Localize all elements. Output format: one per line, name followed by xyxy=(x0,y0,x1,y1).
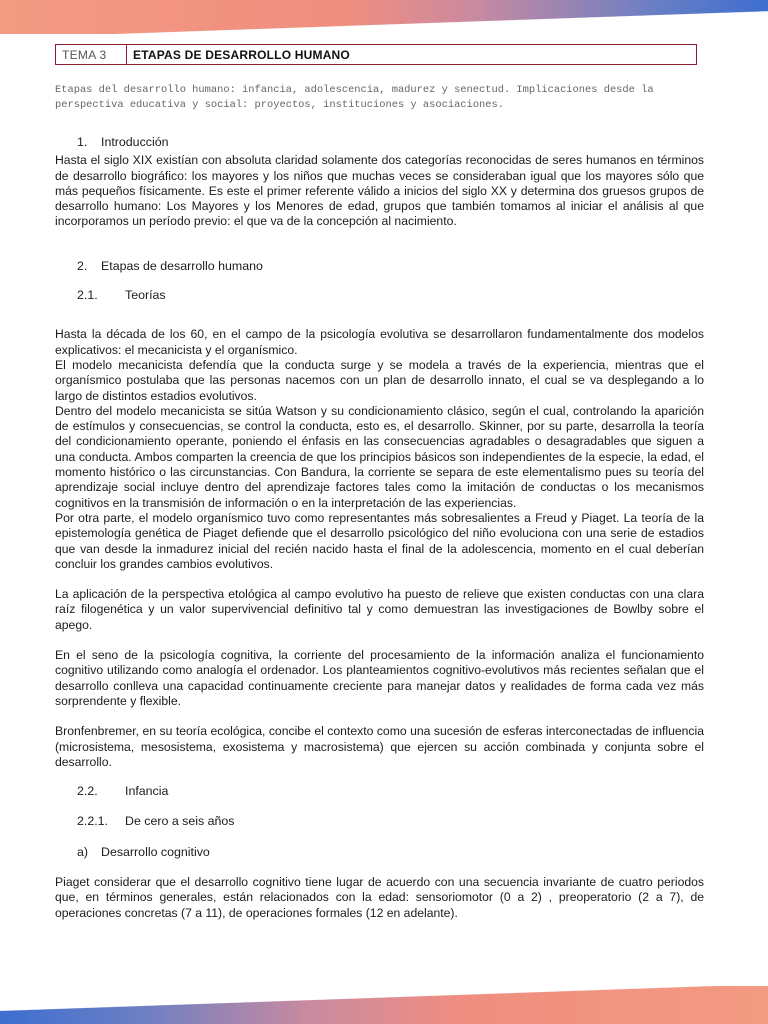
section-number: a) xyxy=(77,844,89,859)
topic-header xyxy=(55,44,697,65)
section-number: 1. xyxy=(77,135,88,149)
topic-number-label: TEMA 3 xyxy=(56,45,127,64)
section-title: Etapas de desarrollo humano xyxy=(101,258,263,273)
top-decorative-band xyxy=(0,0,768,34)
paragraph: Dentro del modelo mecanicista se sitúa Watson y su condicionamiento clásico, según el cual, controlando la aparición de estímulos y consecuencias, se control la conducta, esto es, el desarrollo. Skinner, por su parte, desarrolla la teoría del condicionamiento operante, poniendo el énfasis en las consecuencias agradables o desagradables que siguen a una conducta. Ambos comparten la creencia de que los principios básicos son independientes de la especie, la edad, el momento histórico o las circunstancias. Con Bandura, la corriente se separa de este elementalismo pues su teoría del aprendizaje social incluye dentro del aprendizaje factores tales como la imitación de conductas o los mecanismos cognitivos en la transmisión de información o en la interpretación de las experiencias. xyxy=(55,403,704,510)
paragraph: En el seno de la psicología cognitiva, la corriente del procesamiento de la información analiza el funcionamiento cognitivo utilizando como analogía el ordenador. Los planteamientos cognitivo-evolutivos más recientes señalan que el desarrollo conlleva una capacidad continuamente creciente para manejar datos y realidades de forma cada vez más sorprendente y flexible. xyxy=(55,648,704,708)
topic-subtitle: Etapas del desarrollo humano: infancia, adolescencia, madurez y senectud. Implicaciones desde la perspectiva educativa y social: proyectos, instituciones y asociaciones. xyxy=(55,84,654,111)
paragraph: Hasta el siglo XIX existían con absoluta claridad solamente dos categorías reconocidas de seres humanos en términos de desarrollo biográfico: los mayores y los niños que muchas veces se consideraban igual que los mayores sólo que más pequeños físicamente. Es este el primer referente válido a inicios del siglo XX y determina dos gruesos grupos de desarrollo humano: Los Mayores y los Menores de edad, grupos que también tomamos al iniciar el análisis al que incorporamos un período previo: el que va de la concepción al nacimiento. xyxy=(55,153,704,229)
section-title: Desarrollo cognitivo xyxy=(101,844,210,859)
paragraph: La aplicación de la perspectiva etológica al campo evolutivo ha puesto de relieve que existen conductas con una clara raíz filogenética y un valor supervivencial definitivo tal y como demuestran las investigaciones de Bowlby sobre el apego. xyxy=(55,587,704,632)
section-heading-2-2 xyxy=(55,784,704,799)
section-heading-2 xyxy=(55,259,704,274)
section-number: 2.1. xyxy=(77,288,98,303)
paragraph: Por otra parte, el modelo organísmico tuvo como representantes más sobresalientes a Freud y Piaget. La teoría de la epistemología genética de Piaget defiende que el desarrollo psicológico del niño evoluciona con una serie de estadios que van desde la inmadurez inicial del recién nacido hasta el final de la adolescencia, momento en el cual deberían concluir los grandes cambios evolutivos. xyxy=(55,510,704,571)
section-heading-2-2-1 xyxy=(55,814,704,829)
section-number: 2. xyxy=(77,258,88,273)
section-title: Teorías xyxy=(125,288,166,303)
section-title: Introducción xyxy=(101,135,169,149)
bottom-decorative-band xyxy=(0,986,768,1024)
document-body xyxy=(55,135,704,921)
section-number: 2.2.1. xyxy=(77,814,109,829)
paragraph: El modelo mecanicista defendía que la conducta surge y se modela a través de la experiencia, mientras que el organísmico postulaba que las personas nacemos con un plan de desarrollo innato, el cual se va desplegando a lo largo de distintos estadios evolutivos. xyxy=(55,357,704,403)
paragraph: Hasta la década de los 60, en el campo de la psicología evolutiva se desarrollaron fundamentalmente dos modelos explicativos: el mecanicista y el organísmico. xyxy=(55,327,704,357)
section-heading-2-1 xyxy=(55,288,704,303)
section-title: De cero a seis años xyxy=(125,814,235,829)
paragraph: Piaget considerar que el desarrollo cognitivo tiene lugar de acuerdo con una secuencia invariante de cuatro periodos que, en términos generales, están relacionados con la edad: sensoriomotor (0 a 2) , preoperatorio (2 a 7), de operaciones concretas (7 a 11), de operaciones formales (12 en adelante). xyxy=(55,874,704,920)
section-title: Infancia xyxy=(125,784,169,799)
section-number: 2.2. xyxy=(77,784,98,799)
topic-title: ETAPAS DE DESARROLLO HUMANO xyxy=(133,47,350,62)
section-heading-1 xyxy=(55,135,704,150)
section-heading-a xyxy=(55,845,704,860)
paragraph: Bronfenbremer, en su teoría ecológica, concibe el contexto como una sucesión de esferas interconectadas de influencia (microsistema, mesosistema, exosistema y macrosistema) que ejercen su acción combinada y conjunta sobre el desarrollo. xyxy=(55,724,704,769)
